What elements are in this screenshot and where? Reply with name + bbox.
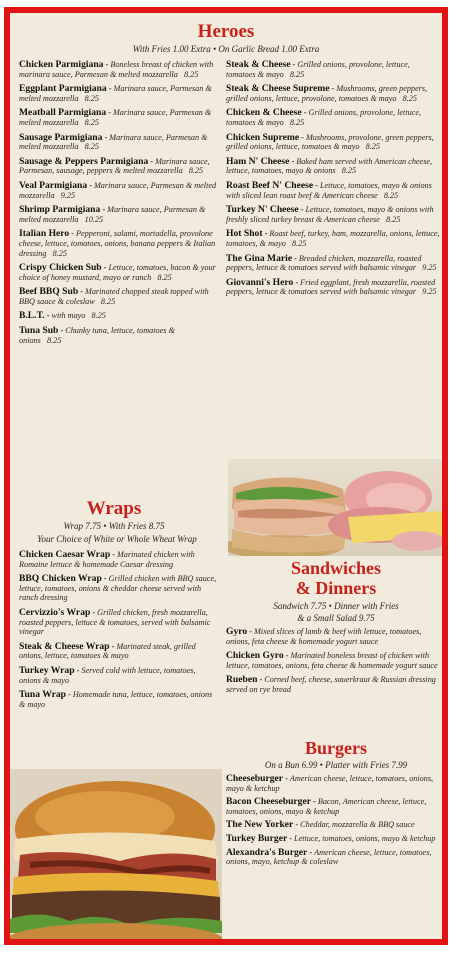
heroes-title: Heroes	[197, 21, 255, 42]
item-separator: -	[101, 574, 109, 584]
menu-item	[19, 574, 219, 603]
item-description: Grilled chicken, fresh mozzarella, roasted peppers, lettuce & tomatoes, served with balsamic vinegar	[19, 607, 211, 637]
menu-item	[19, 181, 217, 200]
item-price: 9.25	[416, 287, 437, 297]
menu-item	[226, 108, 440, 127]
menu-item	[226, 278, 440, 297]
menu-item	[226, 181, 440, 200]
item-price: 8.25	[396, 93, 417, 103]
menu-item	[19, 108, 217, 127]
item-name: Eggplant Parmigiana	[19, 83, 107, 95]
item-separator: -	[101, 263, 109, 273]
menu-item	[19, 157, 217, 176]
menu-item	[226, 84, 440, 103]
item-name: Ham N' Cheese	[226, 155, 290, 167]
menu-item	[19, 690, 219, 709]
item-price: 8.25	[335, 166, 357, 176]
item-description: Marinated boneless breast of chicken with lettuce, tomatoes, onions, feta cheese & homemade yogurt sauce	[226, 651, 438, 670]
item-description: Grilled onions, provolone, lettuce, tomatoes & mayo	[226, 108, 421, 127]
sandwich-photo	[228, 459, 442, 556]
sandwiches-column	[226, 627, 440, 700]
item-separator: -	[58, 326, 66, 336]
item-description: Mushrooms, provolone, green peppers, grilled onions, lettuce, tomatoes & mayo	[226, 132, 434, 152]
item-price: 9.25	[416, 263, 437, 273]
item-description: Roast beef, turkey, ham, mozzarella, onions, lettuce, tomatoes, & mayo	[226, 229, 440, 248]
item-description: Pepperoni, salami, mortadella, provolone cheese, lettuce, tomatoes, onions, banana peppers & Italian dressing	[19, 229, 216, 258]
item-separator: -	[307, 847, 315, 857]
menu-item	[19, 642, 219, 661]
menu-item	[226, 254, 440, 273]
item-separator: -	[247, 627, 254, 636]
item-description: Bacon, American cheese, lettuce, tomatoes, onions, mayo & ketchup	[226, 797, 427, 816]
item-name: Sausage & Peppers Parmigiana	[19, 155, 149, 167]
item-description: Lettuce, tomatoes, mayo & onions with sliced lean roast beef & American cheese	[226, 180, 432, 200]
item-price: 8.25	[177, 69, 199, 79]
menu-item	[226, 797, 440, 816]
menu-item	[226, 205, 440, 224]
item-description: Served cold with lettuce, tomatoes, onions & mayo	[19, 665, 196, 685]
item-description: Marinara sauce, Parmesan & melted mozzarella	[19, 108, 212, 127]
item-separator: -	[78, 287, 86, 297]
item-name: Gyro	[226, 626, 248, 637]
item-description: Cheddar, mozzarella & BBQ sauce	[300, 820, 415, 830]
burgers-column	[226, 774, 440, 871]
item-description: Marinara sauce, Parmesan & melted mozzarella	[19, 205, 206, 224]
menu-item	[19, 550, 219, 569]
item-name: Hot Shot	[226, 228, 263, 240]
item-description: with mayo	[51, 311, 86, 321]
menu-item	[226, 157, 440, 176]
item-description: Breaded chicken, mozzarella, roasted peppers, lettuce & tomatoes served with balsamic vinegar	[226, 253, 422, 273]
burgers-subtitle: On a Bun 6.99 • Platter with Fries 7.99	[264, 760, 408, 770]
menu-item	[19, 205, 217, 224]
menu-item	[226, 627, 440, 646]
item-price: 8.25	[46, 248, 67, 258]
item-description: Baked ham served with American cheese, lettuce, tomatoes, mayo & onions	[226, 156, 433, 176]
item-separator: -	[283, 651, 291, 661]
heroes-subtitle: With Fries 1.00 Extra • On Garlic Bread 1.00 Extra	[132, 44, 320, 54]
item-description: Lettuce, tomatoes, onions, mayo & ketchup	[294, 833, 436, 843]
item-description: Grilled chicken with BBQ sauce, lettuce, tomatoes, onions & cheddar cheese served with ranch dressing	[19, 574, 217, 603]
menu-item	[19, 229, 217, 258]
item-price: 8.25	[359, 142, 380, 152]
menu-item	[19, 133, 217, 152]
heroes-right-column	[226, 60, 440, 302]
wraps-subtitle-2: Your Choice of White or Whole Wheat Wrap	[37, 534, 197, 544]
item-price: 8.25	[40, 335, 62, 345]
menu-item	[226, 675, 440, 694]
item-price: 8.25	[151, 272, 172, 282]
item-separator: -	[106, 84, 114, 94]
item-name: Cheeseburger	[226, 773, 284, 784]
item-description: Homemade tuna, lettuce, tomatoes, onions & mayo	[19, 690, 213, 709]
item-price: 8.25	[377, 190, 399, 200]
menu-page	[4, 7, 448, 945]
item-separator: -	[289, 156, 297, 166]
item-name: Turkey Burger	[226, 832, 288, 844]
item-name: Rueben	[226, 674, 258, 686]
item-name: Sausage Parmigiana	[19, 131, 103, 143]
item-description: Marinara sauce, Parmesan & melted mozzarella	[19, 180, 217, 200]
item-description: Marinara sauce, Parmesan & melted mozzarella	[19, 132, 208, 152]
heroes-left-column	[19, 60, 217, 350]
menu-item	[19, 311, 217, 321]
item-separator: -	[66, 690, 73, 700]
item-description: Lettuce, tomatoes, mayo & onions with freshly sliced turkey breast & American cheese	[226, 205, 434, 224]
item-price: 8.25	[283, 69, 305, 79]
menu-item	[226, 774, 440, 793]
item-description: Corned beef, cheese, sauerkraut & Russian dressing served on rye bread	[226, 675, 436, 694]
item-separator: -	[106, 108, 113, 118]
sandwiches-title-line2: & Dinners	[295, 578, 377, 598]
item-name: Chicken Gyro	[226, 650, 284, 662]
item-name: Turkey Wrap	[19, 664, 75, 676]
item-separator: -	[69, 229, 77, 239]
item-name: Giovanni's Hero	[226, 276, 294, 288]
item-description: Fried eggplant, fresh mozzarella, roasted peppers, lettuce & tomatoes served with balsamic vinegar	[226, 277, 436, 297]
item-name: Cervizzio's Wrap	[19, 606, 91, 618]
item-price: 8.25	[379, 214, 401, 224]
item-name: Steak & Cheese Supreme	[226, 83, 330, 95]
item-separator: -	[262, 229, 270, 239]
item-separator: -	[100, 205, 108, 215]
item-separator: -	[283, 774, 290, 783]
item-price: 8.25	[283, 117, 305, 127]
menu-item	[226, 133, 440, 152]
item-separator: -	[301, 108, 309, 118]
item-name: Chicken Supreme	[226, 131, 300, 143]
item-description: Grilled onions, provolone, lettuce, tomatoes & mayo	[226, 60, 410, 79]
item-name: Turkey N' Cheese	[226, 204, 299, 216]
item-name: Crispy Chicken Sub	[19, 262, 102, 274]
item-price: 8.25	[85, 311, 106, 321]
item-name: Shrimp Parmigiana	[19, 204, 101, 216]
item-name: Alexandra's Burger	[226, 846, 308, 858]
item-name: B.L.T.	[19, 310, 45, 322]
item-description: Chunky tuna, lettuce, tomatoes & onions	[19, 326, 175, 345]
item-separator: -	[90, 607, 98, 617]
menu-item	[226, 848, 440, 867]
item-name: BBQ Chicken Wrap	[19, 573, 102, 585]
item-description: Marinated chicken with Romaine lettuce & homemade Caesar dressing	[19, 550, 195, 569]
item-description: Marinated chopped steak topped with BBQ sauce & coleslaw	[19, 287, 209, 306]
item-name: Beef BBQ Sub	[19, 286, 79, 298]
menu-item	[226, 651, 440, 670]
item-description: Mixed slices of lamb & beef with lettuce, tomatoes, onions, feta cheese & homemade yogurt sauce	[226, 627, 422, 646]
item-separator: -	[74, 665, 82, 675]
item-description: Marinara sauce, Parmesan & melted mozzarella	[19, 84, 212, 103]
item-description: Marinara sauce, Parmesan, sausage, peppers & melted mozzarella	[19, 156, 210, 176]
item-separator: -	[311, 797, 318, 807]
item-name: The Gina Marie	[226, 252, 293, 264]
item-separator: -	[290, 60, 298, 69]
burger-photo	[10, 769, 222, 945]
item-separator: -	[299, 132, 306, 142]
menu-item	[226, 834, 440, 844]
menu-item	[19, 263, 217, 282]
item-separator: -	[102, 132, 110, 142]
item-separator: -	[87, 180, 94, 190]
item-separator: -	[103, 60, 111, 69]
item-price: 8.25	[78, 117, 99, 127]
item-name: The New Yorker	[226, 819, 294, 831]
wraps-column	[19, 550, 219, 714]
sandwiches-title-line1: Sandwiches	[290, 558, 382, 578]
item-separator: -	[293, 820, 301, 830]
item-price: 8.25	[182, 166, 204, 176]
item-separator: -	[298, 205, 306, 215]
item-separator: -	[329, 84, 337, 94]
sandwiches-subtitle-1: Sandwich 7.75 • Dinner with Fries	[273, 601, 399, 611]
item-separator: -	[257, 675, 265, 685]
menu-item	[226, 60, 440, 79]
item-separator: -	[110, 550, 117, 559]
item-name: Steak & Cheese	[226, 59, 291, 70]
item-name: Steak & Cheese Wrap	[19, 640, 110, 652]
burgers-title: Burgers	[305, 738, 367, 758]
menu-item	[19, 84, 217, 103]
item-separator: -	[148, 156, 156, 166]
menu-item	[19, 326, 217, 345]
menu-item	[19, 666, 219, 685]
item-separator: -	[287, 833, 295, 843]
item-price: 9.25	[54, 190, 76, 200]
item-name: Tuna Sub	[19, 325, 59, 337]
item-separator: -	[44, 311, 52, 321]
item-name: Chicken & Cheese	[226, 107, 302, 119]
item-name: Meatball Parmigiana	[19, 107, 107, 119]
menu-item	[19, 60, 217, 79]
item-name: Roast Beef N' Cheese	[226, 179, 314, 191]
item-separator: -	[109, 641, 117, 651]
item-description: Marinated steak, grilled onions, lettuce, tomatoes & mayo	[19, 641, 196, 661]
item-name: Bacon Cheeseburger	[226, 796, 311, 808]
item-price: 8.25	[285, 238, 307, 248]
item-separator: -	[292, 253, 299, 263]
menu-item	[19, 287, 217, 306]
wraps-subtitle-1: Wrap 7.75 • With Fries 8.75	[63, 521, 165, 531]
item-price: 8.25	[78, 142, 99, 152]
sandwiches-subtitle-2: & a Small Salad 9.75	[297, 613, 375, 623]
item-separator: -	[293, 277, 301, 287]
item-price: 10.25	[78, 214, 104, 224]
item-description: American cheese, lettuce, tomatoes, onions, mayo, ketchup & coleslaw	[226, 847, 432, 867]
item-name: Veal Parmigiana	[19, 179, 88, 191]
item-name: Chicken Parmigiana	[19, 59, 104, 70]
item-description: Mushrooms, green peppers, grilled onions, lettuce, provolone, tomatoes & mayo	[226, 84, 428, 103]
item-name: Chicken Caesar Wrap	[19, 549, 111, 560]
item-price: 8.25	[78, 93, 99, 103]
menu-item	[19, 608, 219, 637]
item-name: Italian Hero	[19, 228, 70, 240]
item-description: American cheese, lettuce, tomatoes, onions, mayo & ketchup	[226, 774, 434, 793]
wraps-title: Wraps	[86, 498, 142, 519]
menu-item	[226, 229, 440, 248]
menu-item	[226, 820, 440, 830]
item-description: Boneless breast of chicken with marinara sauce, Parmesan & melted mozzarella	[19, 60, 214, 79]
item-separator: -	[313, 180, 320, 190]
item-description: Lettuce, tomatoes, bacon & your choice of honey mustard, mayo or ranch	[19, 263, 216, 282]
item-price: 8.25	[94, 296, 116, 306]
item-name: Tuna Wrap	[19, 689, 67, 701]
